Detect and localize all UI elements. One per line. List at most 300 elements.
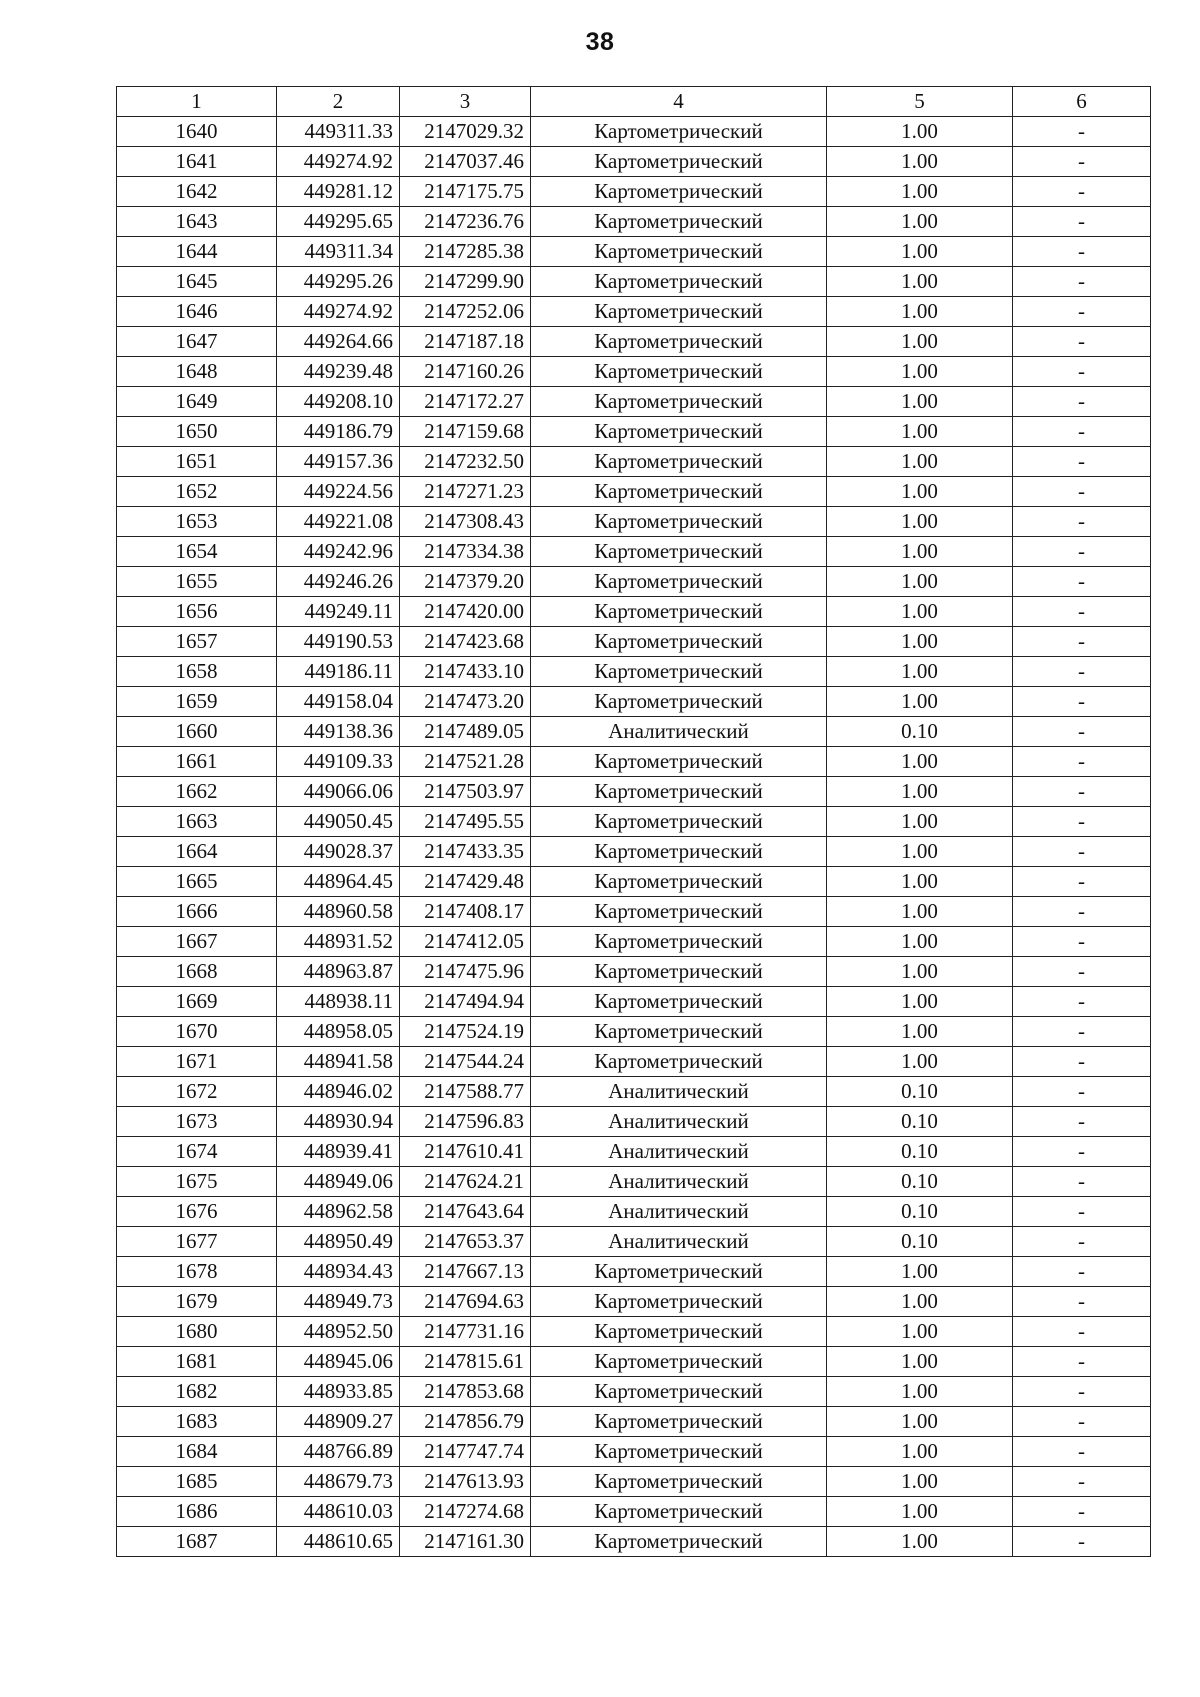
cell-point-number: 1643 [117,207,277,237]
table-row [117,1017,1151,1047]
table-row [117,1077,1151,1107]
cell-coord-y: 2147473.20 [400,687,531,717]
cell-description: - [1013,417,1151,447]
table-row [117,1227,1151,1257]
cell-coord-y: 2147853.68 [400,1377,531,1407]
page-number: 38 [585,28,615,56]
cell-coord-x: 448679.73 [277,1467,400,1497]
cell-point-number: 1684 [117,1437,277,1467]
cell-accuracy: 1.00 [827,627,1013,657]
cell-description: - [1013,237,1151,267]
table-row [117,1467,1151,1497]
cell-coord-x: 448949.73 [277,1287,400,1317]
cell-coord-x: 449264.66 [277,327,400,357]
table-row [117,1347,1151,1377]
header-cell-4: 4 [531,87,827,117]
cell-point-number: 1642 [117,177,277,207]
cell-coord-x: 448950.49 [277,1227,400,1257]
cell-method: Картометрический [531,537,827,567]
cell-coord-x: 448964.45 [277,867,400,897]
cell-description: - [1013,567,1151,597]
cell-method: Картометрический [531,747,827,777]
cell-description: - [1013,1437,1151,1467]
table-row [117,807,1151,837]
cell-coord-x: 449186.11 [277,657,400,687]
cell-coord-x: 448952.50 [277,1317,400,1347]
cell-description: - [1013,1317,1151,1347]
table-row [117,267,1151,297]
table-row [117,1497,1151,1527]
table-row [117,597,1151,627]
cell-point-number: 1669 [117,987,277,1017]
cell-accuracy: 1.00 [827,1047,1013,1077]
cell-description: - [1013,1407,1151,1437]
cell-accuracy: 1.00 [827,447,1013,477]
cell-point-number: 1647 [117,327,277,357]
cell-accuracy: 1.00 [827,357,1013,387]
cell-point-number: 1648 [117,357,277,387]
cell-coord-y: 2147433.35 [400,837,531,867]
table-row [117,1437,1151,1467]
cell-coord-y: 2147544.24 [400,1047,531,1077]
cell-description: - [1013,597,1151,627]
cell-method: Картометрический [531,927,827,957]
cell-accuracy: 1.00 [827,537,1013,567]
cell-coord-x: 449274.92 [277,147,400,177]
cell-method: Картометрический [531,867,827,897]
cell-description: - [1013,1107,1151,1137]
cell-coord-y: 2147423.68 [400,627,531,657]
cell-description: - [1013,837,1151,867]
cell-coord-x: 448931.52 [277,927,400,957]
header-row [117,87,1151,117]
cell-accuracy: 1.00 [827,297,1013,327]
cell-coord-x: 449186.79 [277,417,400,447]
table-row [117,1137,1151,1167]
cell-coord-x: 448962.58 [277,1197,400,1227]
cell-point-number: 1687 [117,1527,277,1557]
cell-coord-y: 2147236.76 [400,207,531,237]
cell-accuracy: 1.00 [827,957,1013,987]
cell-coord-y: 2147037.46 [400,147,531,177]
table-row [117,297,1151,327]
cell-accuracy: 1.00 [827,1347,1013,1377]
cell-coord-y: 2147379.20 [400,567,531,597]
cell-coord-y: 2147747.74 [400,1437,531,1467]
cell-coord-y: 2147815.61 [400,1347,531,1377]
cell-point-number: 1670 [117,1017,277,1047]
cell-method: Аналитический [531,1137,827,1167]
cell-coord-y: 2147489.05 [400,717,531,747]
cell-description: - [1013,1077,1151,1107]
cell-coord-x: 449109.33 [277,747,400,777]
header-cell-2: 2 [277,87,400,117]
cell-description: - [1013,627,1151,657]
cell-coord-x: 448909.27 [277,1407,400,1437]
cell-description: - [1013,927,1151,957]
table-row [117,447,1151,477]
cell-coord-x: 449158.04 [277,687,400,717]
cell-method: Аналитический [531,1227,827,1257]
cell-accuracy: 1.00 [827,327,1013,357]
cell-method: Картометрический [531,1347,827,1377]
cell-method: Картометрический [531,987,827,1017]
cell-coord-y: 2147271.23 [400,477,531,507]
cell-accuracy: 1.00 [827,387,1013,417]
cell-accuracy: 1.00 [827,1257,1013,1287]
table-row [117,177,1151,207]
cell-coord-x: 448930.94 [277,1107,400,1137]
table-row [117,357,1151,387]
cell-method: Картометрический [531,1017,827,1047]
cell-point-number: 1649 [117,387,277,417]
cell-coord-x: 449281.12 [277,177,400,207]
cell-coord-y: 2147494.94 [400,987,531,1017]
cell-point-number: 1665 [117,867,277,897]
table-row [117,207,1151,237]
cell-description: - [1013,957,1151,987]
cell-coord-y: 2147334.38 [400,537,531,567]
cell-method: Картометрический [531,777,827,807]
cell-point-number: 1681 [117,1347,277,1377]
cell-coord-x: 449050.45 [277,807,400,837]
cell-description: - [1013,327,1151,357]
cell-description: - [1013,1527,1151,1557]
cell-method: Картометрический [531,957,827,987]
header-cell-1: 1 [117,87,277,117]
cell-coord-y: 2147420.00 [400,597,531,627]
cell-description: - [1013,1347,1151,1377]
cell-point-number: 1654 [117,537,277,567]
cell-method: Картометрический [531,897,827,927]
cell-method: Аналитический [531,717,827,747]
cell-description: - [1013,387,1151,417]
cell-coord-y: 2147172.27 [400,387,531,417]
cell-coord-x: 448610.65 [277,1527,400,1557]
cell-coord-y: 2147503.97 [400,777,531,807]
cell-coord-x: 448938.11 [277,987,400,1017]
table-row [117,477,1151,507]
cell-point-number: 1652 [117,477,277,507]
cell-point-number: 1653 [117,507,277,537]
cell-point-number: 1666 [117,897,277,927]
cell-method: Картометрический [531,147,827,177]
cell-point-number: 1680 [117,1317,277,1347]
cell-coord-y: 2147588.77 [400,1077,531,1107]
cell-coord-x: 449239.48 [277,357,400,387]
cell-description: - [1013,477,1151,507]
cell-accuracy: 1.00 [827,1437,1013,1467]
cell-coord-x: 448960.58 [277,897,400,927]
cell-point-number: 1668 [117,957,277,987]
cell-coord-x: 448946.02 [277,1077,400,1107]
cell-description: - [1013,657,1151,687]
cell-point-number: 1655 [117,567,277,597]
cell-coord-y: 2147731.16 [400,1317,531,1347]
cell-description: - [1013,867,1151,897]
cell-description: - [1013,537,1151,567]
cell-point-number: 1674 [117,1137,277,1167]
cell-accuracy: 1.00 [827,807,1013,837]
cell-point-number: 1672 [117,1077,277,1107]
cell-coord-y: 2147495.55 [400,807,531,837]
cell-coord-x: 448945.06 [277,1347,400,1377]
cell-coord-x: 449224.56 [277,477,400,507]
cell-point-number: 1662 [117,777,277,807]
table-row [117,237,1151,267]
cell-method: Аналитический [531,1107,827,1137]
cell-method: Картометрический [531,1377,827,1407]
cell-coord-y: 2147524.19 [400,1017,531,1047]
cell-accuracy: 1.00 [827,897,1013,927]
cell-coord-x: 448963.87 [277,957,400,987]
cell-coord-x: 449295.26 [277,267,400,297]
cell-coord-x: 449246.26 [277,567,400,597]
cell-coord-x: 448934.43 [277,1257,400,1287]
table-row [117,1167,1151,1197]
cell-coord-y: 2147029.32 [400,117,531,147]
cell-coord-x: 449311.33 [277,117,400,147]
cell-coord-y: 2147274.68 [400,1497,531,1527]
cell-coord-y: 2147252.06 [400,297,531,327]
cell-description: - [1013,1257,1151,1287]
cell-accuracy: 1.00 [827,687,1013,717]
cell-point-number: 1683 [117,1407,277,1437]
cell-coord-x: 449221.08 [277,507,400,537]
table-row [117,657,1151,687]
table-row [117,1317,1151,1347]
table-row [117,747,1151,777]
cell-accuracy: 0.10 [827,1197,1013,1227]
cell-coord-y: 2147175.75 [400,177,531,207]
cell-method: Картометрический [531,327,827,357]
cell-method: Картометрический [531,1257,827,1287]
table-row [117,957,1151,987]
cell-method: Аналитический [531,1197,827,1227]
cell-accuracy: 1.00 [827,507,1013,537]
cell-description: - [1013,747,1151,777]
cell-method: Аналитический [531,1167,827,1197]
cell-description: - [1013,1287,1151,1317]
cell-point-number: 1657 [117,627,277,657]
cell-description: - [1013,1497,1151,1527]
cell-coord-y: 2147596.83 [400,1107,531,1137]
cell-point-number: 1685 [117,1467,277,1497]
cell-coord-y: 2147285.38 [400,237,531,267]
cell-point-number: 1656 [117,597,277,627]
cell-coord-y: 2147299.90 [400,267,531,297]
cell-point-number: 1646 [117,297,277,327]
table-row [117,507,1151,537]
cell-coord-x: 449208.10 [277,387,400,417]
cell-coord-y: 2147187.18 [400,327,531,357]
cell-point-number: 1667 [117,927,277,957]
cell-method: Картометрический [531,417,827,447]
cell-coord-x: 448766.89 [277,1437,400,1467]
cell-accuracy: 1.00 [827,147,1013,177]
cell-description: - [1013,117,1151,147]
cell-method: Картометрический [531,657,827,687]
cell-accuracy: 1.00 [827,267,1013,297]
cell-accuracy: 1.00 [827,477,1013,507]
cell-point-number: 1682 [117,1377,277,1407]
table-row [117,1287,1151,1317]
cell-coord-x: 448949.06 [277,1167,400,1197]
cell-description: - [1013,1137,1151,1167]
table-row [117,897,1151,927]
cell-coord-y: 2147624.21 [400,1167,531,1197]
cell-method: Картометрический [531,1407,827,1437]
cell-description: - [1013,1227,1151,1257]
cell-method: Аналитический [531,1077,827,1107]
table-row [117,717,1151,747]
cell-description: - [1013,1167,1151,1197]
cell-accuracy: 1.00 [827,417,1013,447]
table-row [117,837,1151,867]
cell-coord-x: 449249.11 [277,597,400,627]
cell-method: Картометрический [531,177,827,207]
cell-accuracy: 1.00 [827,867,1013,897]
cell-accuracy: 1.00 [827,237,1013,267]
cell-method: Картометрический [531,627,827,657]
table-header [117,87,1151,117]
table-row [117,777,1151,807]
table-row [117,567,1151,597]
table-row [117,1527,1151,1557]
cell-point-number: 1675 [117,1167,277,1197]
table-row [117,1107,1151,1137]
cell-point-number: 1659 [117,687,277,717]
cell-accuracy: 1.00 [827,177,1013,207]
cell-accuracy: 0.10 [827,1227,1013,1257]
cell-method: Картометрический [531,567,827,597]
cell-coord-x: 448941.58 [277,1047,400,1077]
table-row [117,627,1151,657]
cell-accuracy: 1.00 [827,1467,1013,1497]
table-row [117,1377,1151,1407]
cell-coord-x: 449295.65 [277,207,400,237]
cell-point-number: 1673 [117,1107,277,1137]
cell-accuracy: 1.00 [827,927,1013,957]
cell-accuracy: 1.00 [827,207,1013,237]
table-body [117,117,1151,1557]
cell-accuracy: 1.00 [827,597,1013,627]
header-cell-3: 3 [400,87,531,117]
cell-coord-y: 2147521.28 [400,747,531,777]
cell-coord-y: 2147308.43 [400,507,531,537]
cell-coord-y: 2147643.64 [400,1197,531,1227]
cell-coord-x: 449138.36 [277,717,400,747]
table-row [117,1197,1151,1227]
cell-accuracy: 1.00 [827,1287,1013,1317]
cell-method: Картометрический [531,1467,827,1497]
cell-method: Картометрический [531,267,827,297]
cell-coord-x: 449028.37 [277,837,400,867]
cell-method: Картометрический [531,807,827,837]
cell-method: Картометрический [531,687,827,717]
cell-description: - [1013,267,1151,297]
cell-description: - [1013,717,1151,747]
cell-coord-y: 2147433.10 [400,657,531,687]
cell-point-number: 1676 [117,1197,277,1227]
cell-accuracy: 1.00 [827,117,1013,147]
cell-accuracy: 0.10 [827,1077,1013,1107]
table-row [117,147,1151,177]
table-row [117,117,1151,147]
cell-coord-y: 2147613.93 [400,1467,531,1497]
cell-accuracy: 1.00 [827,1527,1013,1557]
cell-description: - [1013,447,1151,477]
cell-accuracy: 0.10 [827,1137,1013,1167]
cell-accuracy: 1.00 [827,567,1013,597]
cell-method: Картометрический [531,447,827,477]
cell-point-number: 1644 [117,237,277,267]
header-cell-6: 6 [1013,87,1151,117]
table-row [117,417,1151,447]
cell-method: Картометрический [531,1497,827,1527]
cell-point-number: 1651 [117,447,277,477]
cell-coord-y: 2147429.48 [400,867,531,897]
cell-description: - [1013,1017,1151,1047]
cell-description: - [1013,357,1151,387]
table-row [117,927,1151,957]
cell-point-number: 1660 [117,717,277,747]
cell-point-number: 1671 [117,1047,277,1077]
table-row [117,867,1151,897]
cell-method: Картометрический [531,1527,827,1557]
cell-description: - [1013,897,1151,927]
cell-accuracy: 1.00 [827,1497,1013,1527]
cell-description: - [1013,1197,1151,1227]
cell-point-number: 1678 [117,1257,277,1287]
header-cell-5: 5 [827,87,1013,117]
cell-description: - [1013,987,1151,1017]
cell-method: Картометрический [531,297,827,327]
cell-method: Картометрический [531,387,827,417]
cell-coord-y: 2147667.13 [400,1257,531,1287]
cell-accuracy: 0.10 [827,717,1013,747]
cell-coord-x: 449274.92 [277,297,400,327]
cell-point-number: 1658 [117,657,277,687]
cell-coord-y: 2147653.37 [400,1227,531,1257]
cell-method: Картометрический [531,117,827,147]
cell-coord-y: 2147856.79 [400,1407,531,1437]
cell-method: Картометрический [531,1317,827,1347]
cell-coord-x: 449157.36 [277,447,400,477]
cell-method: Картометрический [531,357,827,387]
table-row [117,387,1151,417]
cell-point-number: 1677 [117,1227,277,1257]
cell-method: Картометрический [531,1437,827,1467]
cell-method: Картометрический [531,507,827,537]
cell-method: Картометрический [531,237,827,267]
table-row [117,1257,1151,1287]
cell-coord-x: 448610.03 [277,1497,400,1527]
cell-description: - [1013,807,1151,837]
cell-method: Картометрический [531,1047,827,1077]
cell-description: - [1013,687,1151,717]
cell-method: Картометрический [531,477,827,507]
coordinates-table [116,86,1151,1557]
cell-description: - [1013,207,1151,237]
table-row [117,687,1151,717]
cell-point-number: 1650 [117,417,277,447]
table-row [117,1407,1151,1437]
cell-method: Картометрический [531,1287,827,1317]
cell-accuracy: 1.00 [827,837,1013,867]
cell-method: Картометрический [531,597,827,627]
cell-point-number: 1663 [117,807,277,837]
